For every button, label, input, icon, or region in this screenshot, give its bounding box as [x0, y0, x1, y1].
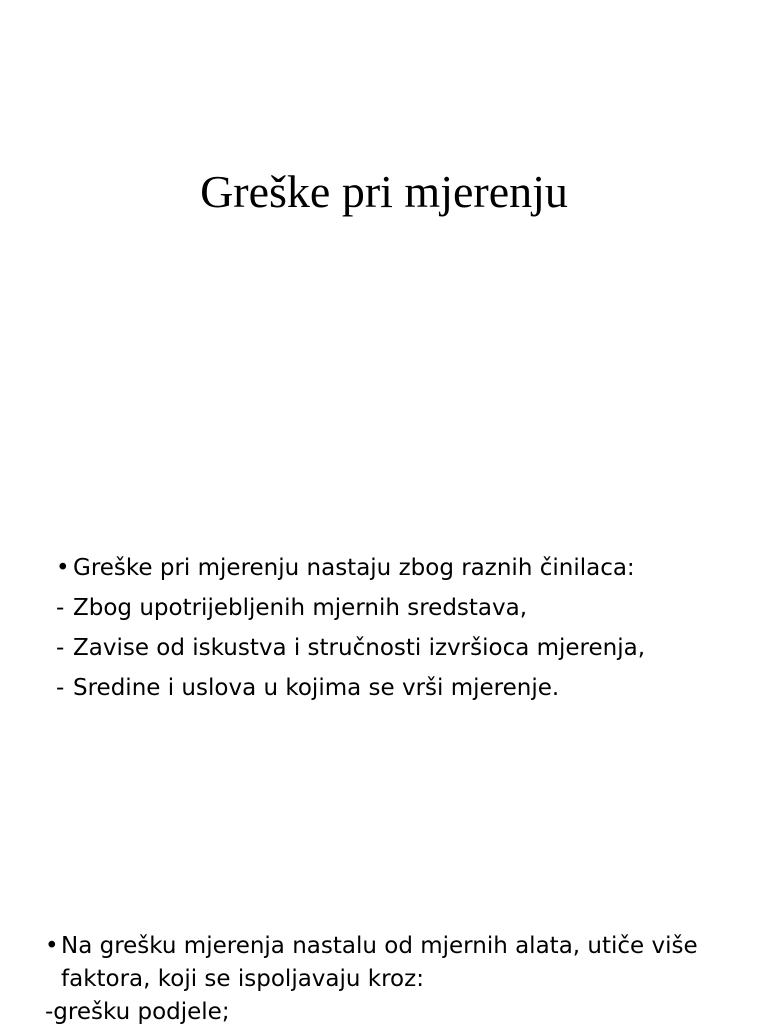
- bullet-paragraph: [45, 930, 735, 996]
- list-item: [56, 548, 756, 588]
- paragraph-text: [61, 930, 698, 996]
- list-item-text: Greške pri mjerenju nastaju zbog raznih činilaca:: [73, 555, 635, 581]
- dash-marker: -: [56, 675, 65, 701]
- tool-errors-slide: [0, 900, 768, 1024]
- paragraph-line-2: faktora, koji se ispoljavaju kroz:: [61, 966, 424, 992]
- paragraph-line-1: Na grešku mjerenja nastalu od mjernih alata, utiče više: [61, 933, 698, 959]
- dash-marker: -: [56, 635, 65, 661]
- slide-title: Greške pri mjerenju: [200, 166, 568, 217]
- tool-errors-text: [45, 930, 735, 1024]
- title-slide: [0, 0, 768, 480]
- causes-slide: [0, 480, 768, 900]
- list-item-text: Zavise od iskustva i stručnosti izvršioca mjerenja,: [73, 635, 646, 661]
- list-item-text: Sredine i uslova u kojima se vrši mjerenje.: [73, 675, 560, 701]
- causes-list: [56, 548, 756, 708]
- dash-line: -grešku podjele;: [45, 999, 230, 1024]
- bullet-marker: •: [45, 933, 59, 959]
- bullet-marker: •: [56, 555, 70, 581]
- dash-marker: -: [56, 595, 65, 621]
- list-item-text: Zbog upotrijebljenih mjernih sredstava,: [73, 595, 528, 621]
- list-item: [56, 628, 756, 668]
- list-item: [56, 668, 756, 708]
- list-item: [56, 588, 756, 628]
